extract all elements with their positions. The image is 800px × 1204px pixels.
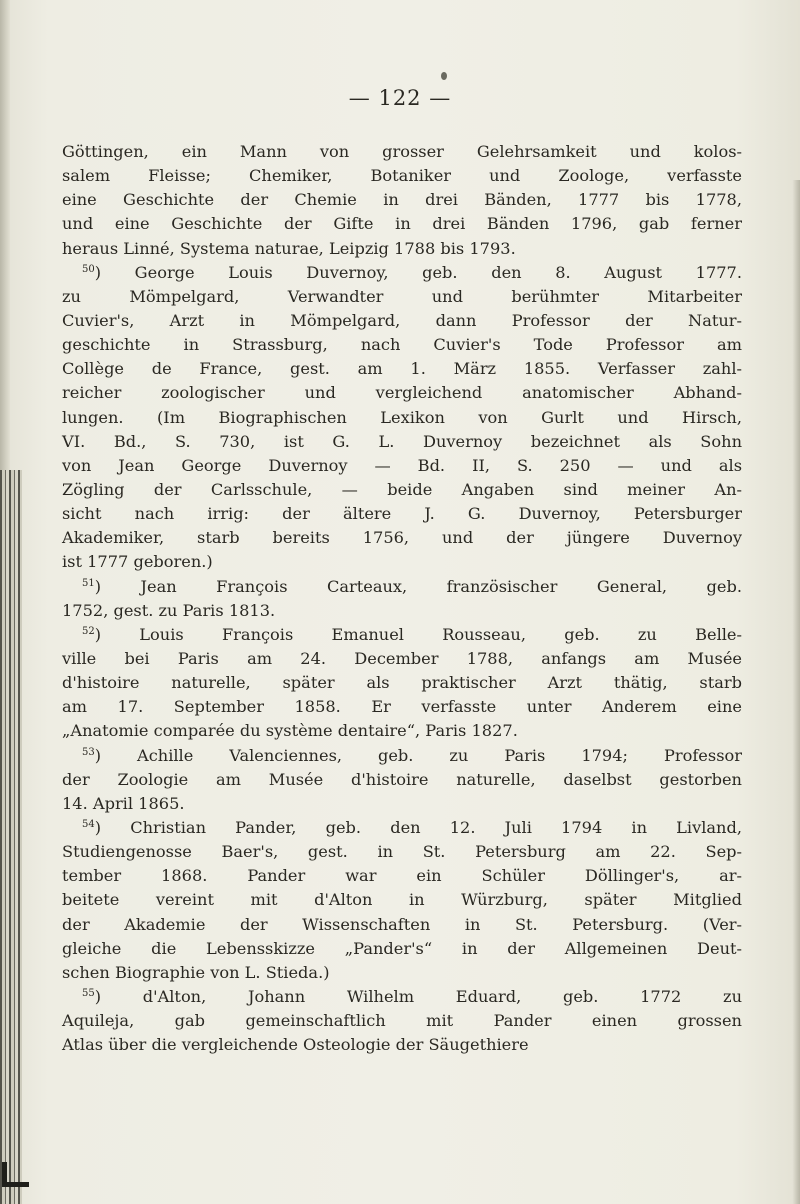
text-line bbox=[62, 1009, 742, 1033]
line-text: schen Biographie von L. Stieda.) bbox=[62, 962, 330, 982]
line-text: der Zoologie am Musée d'histoire naturelle, daselbst gestorben bbox=[62, 769, 742, 789]
footnote-start-line bbox=[62, 623, 742, 647]
line-text: VI. Bd., S. 730, ist G. L. Duvernoy bezeichnet als Sohn bbox=[62, 431, 742, 451]
line-text: Collège de France, gest. am 1. März 1855. Verfasser zahl- bbox=[62, 359, 742, 379]
line-text: ville bei Paris am 24. December 1788, anfangs am Musée bbox=[62, 648, 742, 668]
line-text: ) Achille Valenciennes, geb. zu Paris 1794; Professor bbox=[94, 745, 742, 765]
page-right-edge bbox=[792, 180, 800, 1204]
page-number: — 122 — bbox=[348, 86, 452, 110]
binding-corner-mark bbox=[2, 1162, 29, 1187]
line-text: tember 1868. Pander war ein Schüler Döllinger's, ar- bbox=[62, 866, 742, 886]
footnote-number: 54 bbox=[82, 818, 95, 830]
line-text: ) d'Alton, Johann Wilhelm Eduard, geb. 1772 zu bbox=[94, 986, 742, 1006]
footnote-number: 51 bbox=[82, 577, 95, 589]
text-line bbox=[62, 671, 742, 695]
line-text: und eine Geschichte der Gifte in drei Bänden 1796, gab ferner bbox=[62, 214, 742, 234]
footnote-number: 52 bbox=[82, 625, 95, 637]
footnote-number: 55 bbox=[82, 987, 95, 999]
line-text: Akademiker, starb bereits 1756, und der jüngere Duvernoy bbox=[62, 528, 742, 548]
footnote-number: 50 bbox=[82, 263, 95, 275]
text-line bbox=[62, 309, 742, 333]
text-line bbox=[62, 164, 742, 188]
line-text: „Anatomie comparée du système dentaire“, Paris 1827. bbox=[62, 721, 518, 741]
line-text: sicht nach irrig: der ältere J. G. Duvernoy, Petersburger bbox=[62, 504, 742, 524]
text-line bbox=[62, 792, 742, 816]
text-line bbox=[62, 430, 742, 454]
footnote-start-line bbox=[62, 816, 742, 840]
text-line bbox=[62, 140, 742, 164]
text-line bbox=[62, 961, 742, 985]
line-text: ist 1777 geboren.) bbox=[62, 552, 213, 572]
line-text: gleiche die Lebensskizze „Pander's“ in der Allgemeinen Deut- bbox=[62, 938, 742, 958]
line-text: 14. April 1865. bbox=[62, 793, 185, 813]
line-text: ) Christian Pander, geb. den 12. Juli 1794 in Livland, bbox=[94, 817, 742, 837]
footnote-number: 53 bbox=[82, 746, 95, 758]
text-line bbox=[62, 381, 742, 405]
line-text: eine Geschichte der Chemie in drei Bänden, 1777 bis 1778, bbox=[62, 190, 742, 210]
text-line bbox=[62, 888, 742, 912]
footnote-start-line bbox=[62, 985, 742, 1009]
line-text: Studiengenosse Baer's, gest. in St. Petersburg am 22. Sep- bbox=[62, 842, 742, 862]
line-text: 1752, gest. zu Paris 1813. bbox=[62, 600, 276, 620]
line-text: lungen. (Im Biographischen Lexikon von Gurlt und Hirsch, bbox=[62, 407, 742, 427]
text-line bbox=[62, 188, 742, 212]
text-line bbox=[62, 719, 742, 743]
line-text: Atlas über die vergleichende Osteologie der Säugethiere bbox=[62, 1035, 529, 1055]
book-binding-edge bbox=[0, 470, 22, 1204]
text-line bbox=[62, 526, 742, 550]
text-line bbox=[62, 406, 742, 430]
text-line bbox=[62, 357, 742, 381]
line-text: Aquileja, gab gemeinschaftlich mit Pander einen grossen bbox=[62, 1011, 742, 1031]
text-line bbox=[62, 550, 742, 574]
text-line bbox=[62, 333, 742, 357]
page-gutter-shadow bbox=[0, 0, 10, 470]
line-text: reicher zoologischer und vergleichend anatomischer Abhand- bbox=[62, 383, 742, 403]
text-line bbox=[62, 599, 742, 623]
line-text: ) Jean François Carteaux, französischer General, geb. bbox=[94, 576, 742, 596]
line-text: am 17. September 1858. Er verfasste unter Anderem eine bbox=[62, 697, 742, 717]
footnote-text-block bbox=[62, 140, 742, 1057]
line-text: Cuvier's, Arzt in Mömpelgard, dann Professor der Natur- bbox=[62, 310, 742, 330]
footnote-start-line bbox=[62, 575, 742, 599]
text-line bbox=[62, 285, 742, 309]
footnote-start-line bbox=[62, 261, 742, 285]
text-line bbox=[62, 454, 742, 478]
text-line bbox=[62, 937, 742, 961]
text-line bbox=[62, 695, 742, 719]
text-line bbox=[62, 768, 742, 792]
text-line bbox=[62, 647, 742, 671]
text-line bbox=[62, 237, 742, 261]
text-line bbox=[62, 864, 742, 888]
line-text: beitete vereint mit d'Alton in Würzburg, später Mitglied bbox=[62, 890, 742, 910]
text-line bbox=[62, 840, 742, 864]
line-text: geschichte in Strassburg, nach Cuvier's Tode Professor am bbox=[62, 335, 742, 355]
line-text: zu Mömpelgard, Verwandter und berühmter Mitarbeiter bbox=[62, 286, 742, 306]
line-text: heraus Linné, Systema naturae, Leipzig 1788 bis 1793. bbox=[62, 238, 516, 258]
footnote-start-line bbox=[62, 744, 742, 768]
line-text: Göttingen, ein Mann von grosser Gelehrsamkeit und kolos- bbox=[62, 142, 742, 161]
text-line bbox=[62, 1033, 742, 1057]
line-text: d'histoire naturelle, später als praktischer Arzt thätig, starb bbox=[62, 673, 742, 693]
text-line bbox=[62, 913, 742, 937]
line-text: von Jean George Duvernoy — Bd. II, S. 250 — und als bbox=[62, 455, 742, 475]
line-text: ) George Louis Duvernoy, geb. den 8. August 1777. bbox=[94, 262, 742, 282]
line-text: der Akademie der Wissenschaften in St. Petersburg. (Ver- bbox=[62, 914, 742, 934]
line-text: ) Louis François Emanuel Rousseau, geb. zu Belle- bbox=[94, 624, 742, 644]
text-line bbox=[62, 212, 742, 236]
line-text: salem Fleisse; Chemiker, Botaniker und Zoologe, verfasste bbox=[62, 166, 742, 186]
text-line bbox=[62, 478, 742, 502]
line-text: Zögling der Carlsschule, — beide Angaben sind meiner An- bbox=[62, 479, 742, 499]
text-line bbox=[62, 502, 742, 526]
ink-spot bbox=[441, 72, 447, 80]
